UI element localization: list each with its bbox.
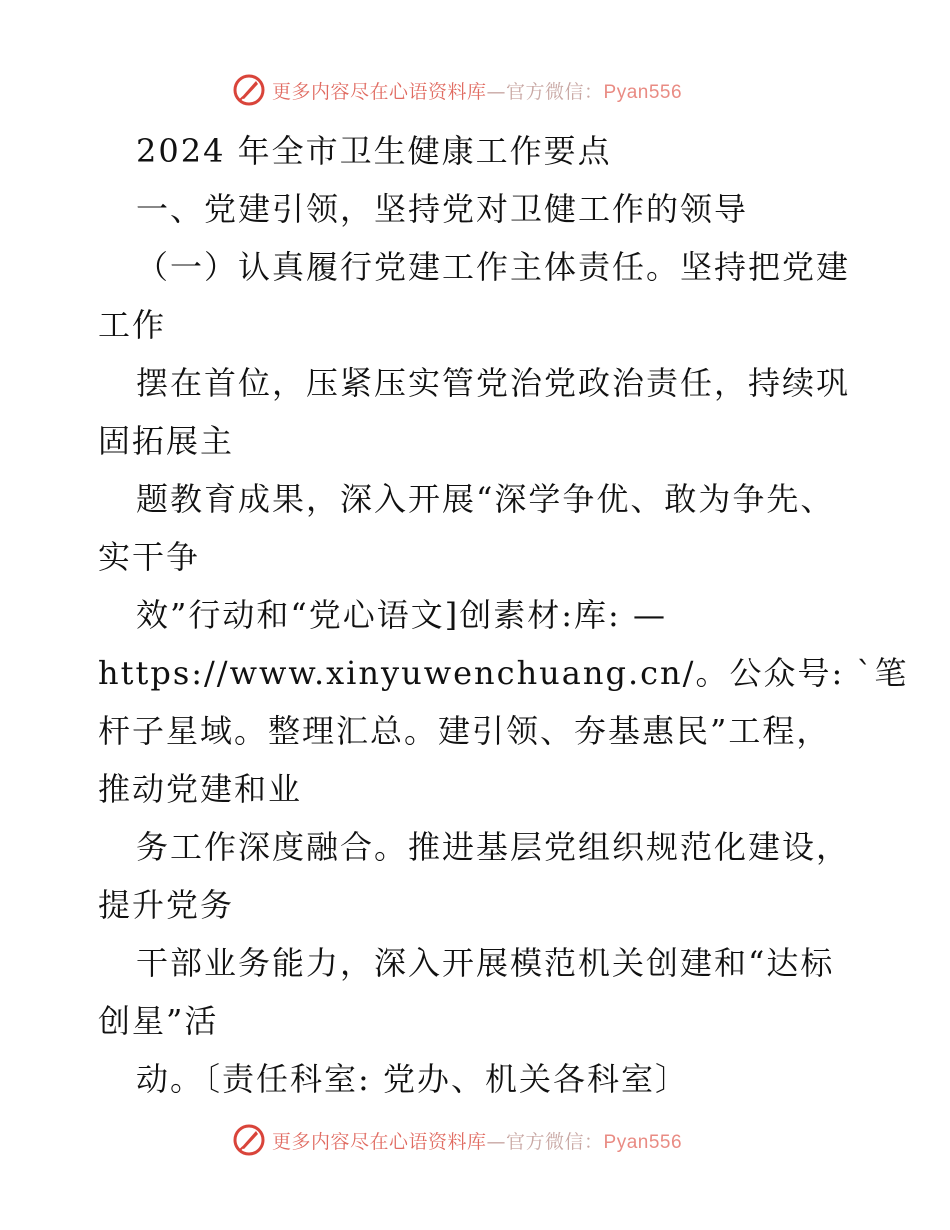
document-body xyxy=(98,122,909,1108)
paragraph-line: 效”行动和“党心语文]创素材:库: — xyxy=(136,596,667,634)
paragraph-line-url: https://www.xinyuwenchuang.cn/。公众号: `笔 xyxy=(98,654,909,692)
section-heading: 一、党建引领，坚持党对卫健工作的领导 xyxy=(136,190,749,228)
watermark-wechat-id: Pyan556 xyxy=(603,81,683,103)
document-title: 2024 年全市卫生健康工作要点 xyxy=(136,132,612,170)
paragraph-line: 干部业务能力，深入开展模范机关创建和“达标 xyxy=(136,944,835,982)
paragraph-line: 务工作深度融合。推进基层党组织规范化建设， xyxy=(136,828,851,866)
paragraph-line: 创星”活 xyxy=(98,1002,219,1040)
watermark-official-text: —官方微信： xyxy=(486,1130,604,1153)
paragraph-line: 实干争 xyxy=(98,538,201,576)
paragraph-line: 摆在首位，压紧压实管党治党政治责任，持续巩 xyxy=(136,364,851,402)
paragraph-line: 推动党建和业 xyxy=(98,770,303,808)
watermark-wechat-id: Pyan556 xyxy=(603,1131,683,1153)
paragraph-line: 提升党务 xyxy=(98,886,235,924)
quill-pen-circle-icon xyxy=(232,1123,266,1157)
watermark-brand-text: 更多内容尽在心语资料库 xyxy=(272,1130,487,1153)
watermark-header xyxy=(232,70,682,110)
paragraph-line: 工作 xyxy=(98,306,167,344)
watermark-brand-text: 更多内容尽在心语资料库 xyxy=(272,80,487,103)
paragraph-line: 题教育成果，深入开展“深学争优、敢为争先、 xyxy=(136,480,835,518)
responsibility-note: 动。〔责任科室: 党办、机关各科室〕 xyxy=(136,1060,689,1098)
paragraph-line: 杆子星域。整理汇总。建引领、夯基惠民”工程， xyxy=(98,712,831,750)
paragraph-line: （一）认真履行党建工作主体责任。坚持把党建 xyxy=(136,248,851,286)
quill-pen-circle-icon xyxy=(232,73,266,107)
watermark-official-text: —官方微信： xyxy=(486,80,604,103)
paragraph-line: 固拓展主 xyxy=(98,422,235,460)
watermark-footer xyxy=(232,1120,682,1160)
